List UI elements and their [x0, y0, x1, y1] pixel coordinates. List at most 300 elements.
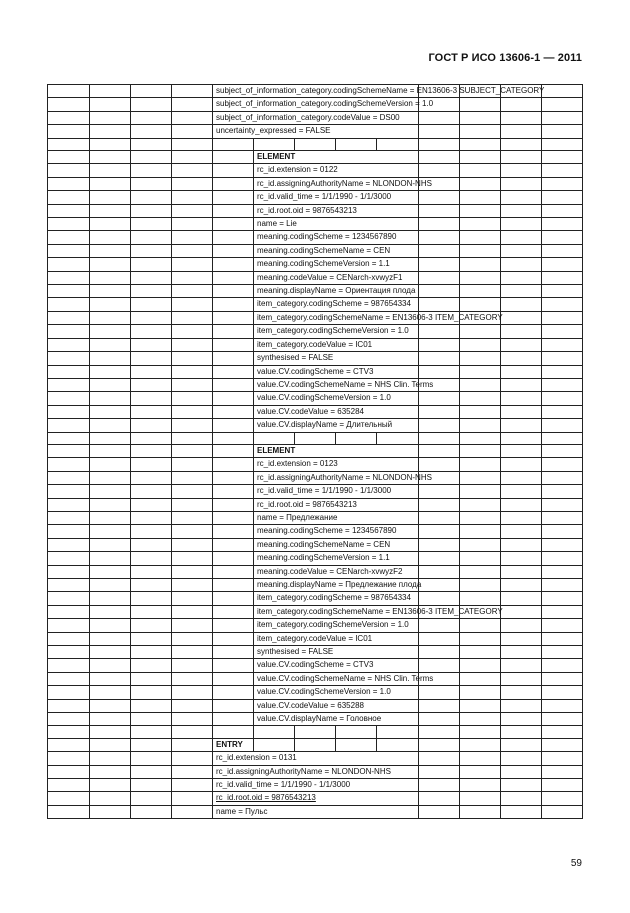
table-cell-text — [254, 632, 419, 645]
cell-value: value.CV.codeValue = 635284 — [257, 406, 364, 416]
table-cell — [460, 244, 501, 257]
table-cell — [501, 191, 542, 204]
table-cell — [336, 138, 377, 150]
table-cell — [460, 525, 501, 538]
table-row — [48, 565, 583, 578]
table-cell — [542, 231, 583, 244]
table-cell — [90, 338, 131, 351]
cell-value: rc_id.root.oid = 9876543213 — [257, 205, 357, 215]
table-cell — [213, 392, 254, 405]
table-cell — [48, 752, 90, 765]
table-cell — [419, 498, 460, 511]
cell-value: meaning.displayName = Предлежание плода — [257, 580, 422, 589]
table-cell — [213, 285, 254, 298]
table-cell — [501, 125, 542, 138]
table-row — [48, 98, 583, 111]
table-cell — [131, 525, 172, 538]
table-cell — [501, 699, 542, 712]
table-cell — [419, 525, 460, 538]
table-cell — [172, 752, 213, 765]
table-row — [48, 164, 583, 177]
table-cell — [48, 151, 90, 164]
table-cell — [172, 779, 213, 792]
table-cell — [542, 325, 583, 338]
table-cell — [419, 579, 460, 592]
table-cell-text — [254, 659, 419, 672]
cell-value: rc_id.assigningAuthorityName = NLONDON-NHS — [216, 766, 391, 776]
table-cell-text — [254, 485, 419, 498]
table-cell — [90, 738, 131, 751]
table-cell — [90, 538, 131, 551]
table-cell — [542, 765, 583, 778]
table-cell — [419, 805, 460, 818]
table-cell — [501, 338, 542, 351]
cell-value: rc_id.valid_time = 1/1/1990 - 1/1/3000 — [257, 192, 392, 202]
cell-value: meaning.codeValue = CENarch-xvwyzF1 — [257, 272, 403, 282]
table-cell — [131, 444, 172, 457]
table-cell — [48, 419, 90, 432]
table-cell — [172, 605, 213, 618]
cell-value: meaning.codingSchemeVersion = 1.1 — [257, 553, 390, 563]
table-cell — [172, 471, 213, 484]
table-cell — [131, 244, 172, 257]
table-cell — [213, 325, 254, 338]
table-cell — [501, 779, 542, 792]
table-cell — [254, 738, 295, 751]
table-cell — [542, 392, 583, 405]
table-cell — [131, 138, 172, 150]
table-cell — [172, 765, 213, 778]
table-cell-text — [254, 352, 419, 365]
table-cell-text — [254, 672, 434, 685]
table-cell — [213, 419, 254, 432]
table-cell — [131, 458, 172, 471]
table-cell — [172, 244, 213, 257]
table-cell-text — [254, 258, 419, 271]
table-cell — [501, 538, 542, 551]
table-cell — [542, 311, 583, 324]
table-cell — [48, 471, 90, 484]
table-cell — [419, 352, 460, 365]
table-row — [48, 352, 583, 365]
table-cell — [213, 525, 254, 538]
table-row — [48, 592, 583, 605]
table-cell — [501, 686, 542, 699]
table-cell — [460, 592, 501, 605]
table-cell — [542, 204, 583, 217]
table-cell — [131, 713, 172, 726]
table-cell — [131, 485, 172, 498]
cell-value: subject_of_information_category.codeValue = DS00 — [216, 112, 400, 122]
table-row — [48, 805, 583, 818]
table-row — [48, 471, 583, 484]
table-row — [48, 111, 583, 124]
table-cell — [131, 258, 172, 271]
cell-value: subject_of_information_category.codingSchemeName = EN13606-3 SUBJECT_CATEGORY — [216, 86, 545, 95]
table-cell — [131, 779, 172, 792]
table-cell — [213, 177, 254, 190]
table-cell — [419, 538, 460, 551]
table-row — [48, 392, 583, 405]
table-cell — [48, 713, 90, 726]
table-cell — [90, 726, 131, 738]
table-cell — [542, 565, 583, 578]
table-cell — [48, 191, 90, 204]
table-cell — [501, 485, 542, 498]
table-cell — [501, 271, 542, 284]
table-cell-text — [254, 458, 419, 471]
table-cell — [542, 525, 583, 538]
table-cell — [48, 511, 90, 524]
table-cell — [419, 485, 460, 498]
table-cell — [542, 699, 583, 712]
table-cell — [90, 713, 131, 726]
table-cell — [419, 686, 460, 699]
table-cell — [542, 726, 583, 738]
table-cell — [501, 752, 542, 765]
table-cell — [460, 779, 501, 792]
table-cell — [131, 311, 172, 324]
table-cell — [419, 619, 460, 632]
table-cell — [501, 738, 542, 751]
table-cell-text — [254, 191, 419, 204]
table-cell — [90, 458, 131, 471]
table-cell — [213, 338, 254, 351]
table-cell — [213, 258, 254, 271]
table-cell — [460, 632, 501, 645]
table-cell — [501, 98, 542, 111]
table-cell — [419, 713, 460, 726]
table-cell — [131, 592, 172, 605]
table-cell — [172, 805, 213, 818]
table-cell — [460, 151, 501, 164]
table-cell — [213, 405, 254, 418]
table-cell — [501, 713, 542, 726]
cell-value: name = Lie — [257, 219, 297, 229]
table-cell — [213, 699, 254, 712]
table-cell — [90, 244, 131, 257]
table-cell — [460, 352, 501, 365]
table-cell — [542, 405, 583, 418]
cell-value: meaning.codeValue = CENarch-xvwyzF2 — [257, 566, 403, 576]
table-cell — [542, 511, 583, 524]
table-cell — [419, 592, 460, 605]
cell-value: value.CV.displayName = Головное — [257, 714, 382, 724]
table-cell — [542, 713, 583, 726]
structure-table — [47, 84, 583, 819]
table-cell — [419, 285, 460, 298]
table-cell — [131, 378, 172, 391]
table-cell — [419, 164, 460, 177]
table-cell — [213, 579, 254, 592]
table-cell — [48, 592, 90, 605]
table-cell — [460, 271, 501, 284]
table-cell — [460, 699, 501, 712]
table-cell — [542, 338, 583, 351]
table-cell — [131, 298, 172, 311]
table-cell — [460, 686, 501, 699]
table-cell — [213, 565, 254, 578]
table-cell — [90, 805, 131, 818]
table-cell — [336, 738, 377, 751]
table-cell — [377, 432, 419, 444]
table-cell — [501, 405, 542, 418]
table-cell — [501, 619, 542, 632]
table-cell — [419, 792, 460, 805]
table-cell — [419, 632, 460, 645]
table-cell — [172, 258, 213, 271]
table-cell — [542, 85, 583, 98]
table-cell — [377, 726, 419, 738]
table-cell — [131, 538, 172, 551]
table-cell — [172, 632, 213, 645]
cell-value: rc_id.assigningAuthorityName = NLONDON-NHS — [257, 472, 432, 482]
cell-value: value.CV.displayName = Длительный — [257, 420, 393, 430]
table-cell — [501, 378, 542, 391]
table-row — [48, 298, 583, 311]
table-cell — [48, 258, 90, 271]
table-cell — [542, 258, 583, 271]
table-cell — [90, 325, 131, 338]
table-cell — [172, 177, 213, 190]
table-cell-text — [254, 338, 419, 351]
table-cell — [48, 432, 90, 444]
table-cell — [172, 579, 213, 592]
table-cell — [501, 646, 542, 659]
table-cell — [48, 605, 90, 618]
table-cell — [254, 432, 295, 444]
table-cell — [542, 138, 583, 150]
table-cell — [131, 565, 172, 578]
table-cell — [213, 352, 254, 365]
table-cell — [213, 619, 254, 632]
table-cell — [131, 177, 172, 190]
cell-value: value.CV.codingScheme = CTV3 — [257, 366, 374, 376]
table-row — [48, 458, 583, 471]
table-cell — [90, 271, 131, 284]
table-cell — [131, 405, 172, 418]
table-cell — [419, 258, 460, 271]
cell-value: name = Пульс — [216, 806, 268, 816]
cell-value: item_category.codingSchemeVersion = 1.0 — [257, 620, 409, 630]
table-cell — [419, 738, 460, 751]
table-row — [48, 511, 583, 524]
cell-value: item_category.codeValue = IC01 — [257, 339, 373, 349]
table-cell — [419, 444, 460, 457]
table-cell — [48, 444, 90, 457]
table-row — [48, 204, 583, 217]
table-cell — [131, 285, 172, 298]
table-cell — [131, 151, 172, 164]
table-cell — [460, 125, 501, 138]
table-cell — [501, 177, 542, 190]
table-cell — [90, 471, 131, 484]
table-cell — [172, 458, 213, 471]
table-cell-text — [254, 378, 434, 391]
table-row — [48, 485, 583, 498]
cell-value: rc_id.extension = 0123 — [257, 459, 338, 469]
table-cell — [213, 204, 254, 217]
cell-value: value.CV.codingScheme = CTV3 — [257, 660, 374, 670]
table-cell — [48, 231, 90, 244]
table-cell — [172, 699, 213, 712]
table-cell — [172, 378, 213, 391]
table-cell — [172, 592, 213, 605]
table-row — [48, 444, 583, 457]
table-cell — [131, 271, 172, 284]
table-cell-text — [254, 552, 419, 565]
cell-value: value.CV.codingSchemeVersion = 1.0 — [257, 393, 391, 403]
table-cell — [48, 338, 90, 351]
table-cell-text — [213, 98, 434, 111]
cell-value: item_category.codingSchemeVersion = 1.0 — [257, 326, 409, 336]
table-cell — [213, 365, 254, 378]
table-cell — [460, 177, 501, 190]
table-row — [48, 85, 583, 98]
table-cell — [501, 792, 542, 805]
table-row — [48, 646, 583, 659]
table-cell — [48, 392, 90, 405]
table-cell — [90, 686, 131, 699]
table-cell — [90, 444, 131, 457]
table-cell — [131, 605, 172, 618]
table-cell — [501, 311, 542, 324]
table-cell — [501, 164, 542, 177]
table-cell — [48, 85, 90, 98]
table-cell — [501, 244, 542, 257]
table-cell — [501, 325, 542, 338]
table-cell — [90, 85, 131, 98]
table-cell — [542, 752, 583, 765]
cell-value: item_category.codingScheme = 987654334 — [257, 593, 411, 603]
table-row — [48, 271, 583, 284]
table-cell — [90, 659, 131, 672]
table-cell — [460, 805, 501, 818]
table-cell — [419, 231, 460, 244]
table-cell — [542, 244, 583, 257]
table-cell — [460, 111, 501, 124]
table-cell — [172, 498, 213, 511]
table-cell — [542, 538, 583, 551]
table-cell — [172, 419, 213, 432]
table-cell — [172, 713, 213, 726]
table-cell — [48, 579, 90, 592]
table-cell — [131, 125, 172, 138]
table-cell-text — [254, 177, 432, 190]
table-cell — [542, 792, 583, 805]
table-cell — [501, 765, 542, 778]
table-cell — [90, 365, 131, 378]
table-cell — [336, 726, 377, 738]
table-cell — [213, 471, 254, 484]
table-cell — [172, 444, 213, 457]
table-row — [48, 177, 583, 190]
table-cell — [90, 565, 131, 578]
table-cell — [460, 191, 501, 204]
table-row — [48, 138, 583, 150]
table-cell — [460, 365, 501, 378]
table-cell — [90, 378, 131, 391]
table-cell — [90, 311, 131, 324]
table-cell — [419, 298, 460, 311]
table-cell — [501, 511, 542, 524]
table-cell — [542, 271, 583, 284]
table-cell — [90, 125, 131, 138]
table-cell — [419, 111, 460, 124]
table-cell — [213, 538, 254, 551]
table-cell — [90, 579, 131, 592]
table-cell — [213, 552, 254, 565]
table-cell — [419, 432, 460, 444]
table-cell — [48, 805, 90, 818]
table-cell-text — [213, 85, 545, 98]
table-cell-text — [254, 511, 419, 524]
table-row — [48, 311, 583, 324]
cell-value: ELEMENT — [257, 152, 296, 162]
table-cell — [419, 125, 460, 138]
page-header: ГОСТ Р ИСО 13606-1 — 2011 — [428, 52, 582, 64]
table-cell — [419, 779, 460, 792]
table-cell — [501, 138, 542, 150]
table-cell — [460, 378, 501, 391]
table-cell-text — [254, 444, 419, 457]
table-cell — [172, 164, 213, 177]
table-cell — [501, 419, 542, 432]
table-cell — [501, 471, 542, 484]
table-cell — [542, 619, 583, 632]
table-cell — [48, 405, 90, 418]
table-cell — [172, 726, 213, 738]
table-cell — [213, 713, 254, 726]
table-cell — [460, 204, 501, 217]
table-cell — [460, 752, 501, 765]
table-cell — [131, 792, 172, 805]
table-cell — [90, 765, 131, 778]
table-cell — [90, 605, 131, 618]
table-cell — [48, 365, 90, 378]
table-cell-text — [213, 111, 419, 124]
table-cell — [501, 672, 542, 685]
table-cell — [90, 177, 131, 190]
table-cell — [90, 231, 131, 244]
table-row — [48, 752, 583, 765]
table-cell — [460, 285, 501, 298]
table-cell — [542, 285, 583, 298]
table-cell — [172, 511, 213, 524]
table-cell — [48, 779, 90, 792]
table-cell — [501, 444, 542, 457]
table-cell — [172, 338, 213, 351]
table-cell — [460, 419, 501, 432]
table-cell — [90, 498, 131, 511]
table-cell — [213, 726, 254, 738]
table-cell — [48, 538, 90, 551]
table-cell — [213, 444, 254, 457]
table-cell — [131, 498, 172, 511]
table-cell — [542, 686, 583, 699]
table-cell — [172, 231, 213, 244]
table-cell — [460, 325, 501, 338]
table-cell — [460, 164, 501, 177]
table-cell-text — [213, 752, 419, 765]
table-cell-text — [213, 792, 419, 805]
table-cell — [131, 218, 172, 231]
table-cell — [131, 699, 172, 712]
table-cell-text — [254, 699, 419, 712]
table-cell — [213, 138, 254, 150]
table-cell — [419, 565, 460, 578]
table-cell-text — [254, 419, 419, 432]
